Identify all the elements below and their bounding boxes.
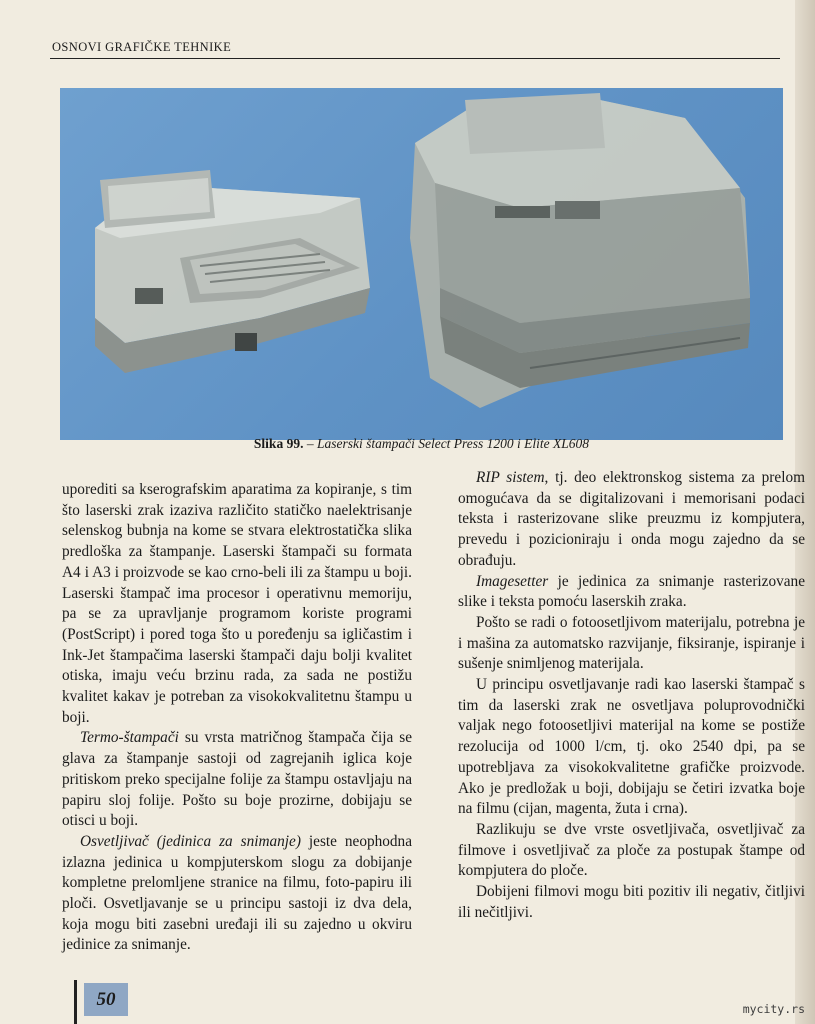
paragraph (458, 882, 805, 923)
right-text-column (458, 468, 805, 923)
term-italic: Termo-štampači (80, 729, 179, 747)
header-rule (50, 58, 780, 59)
term-italic: RIP sistem (476, 469, 545, 486)
paragraph-text: U principu osvetljavanje radi kao laserski štampač s tim da laserski zrak ne osvetljava poluprovodnički valjak nego fotoosetljivi materijal na kome se postiže rezolucija od 1000 l/cm, tj. oko 2540 dpi, pa se upotrebljava za visokokvalitetne grafičke proizvode. Ako je predložak u boji, dobijaju se četiri izvatka boje na filmu (cijan, magenta, žuta i crna). (458, 676, 805, 818)
left-text-column (62, 480, 412, 956)
paragraph-text: , tj. deo elektronskog sistema za prelom omogućava da se digitalizovani i memorisani podaci teksta i rasterizovane slike preuzmu iz kompjutera, prevedu i pozicioniraju i onda mogu zajedno da se obrađuju. (458, 469, 805, 569)
paragraph (62, 832, 412, 956)
paragraph-text: jeste neophodna izlazna jedinica u kompjuterskom slogu za dobijanje kompletne prelomljene stranice na filmu, foto-papiru ili ploči. Osvetljavanje se u principu sastoji iz dva dela, koja mogu biti zasebni uređaji ili su zajedno u okviru jedinice za snimanje. (62, 832, 412, 954)
paragraph (62, 728, 412, 832)
paragraph (458, 572, 805, 613)
page-number: 50 (84, 983, 128, 1016)
page-number-rule (74, 980, 77, 1024)
paragraph-text: Razlikuju se dve vrste osvetljivača, osvetljivač za filmove i osvetljivač za ploče za postupak štampe od kompjutera do ploče. (458, 820, 805, 880)
watermark: mycity.rs (742, 1002, 805, 1016)
paragraph (458, 675, 805, 820)
figure-photo (60, 88, 783, 440)
printers-illustration (60, 88, 783, 440)
left-printer (95, 170, 370, 373)
paragraph-text: uporediti sa kserografskim aparatima za kopiranje, s tim što laserski zrak izaziva različito statičko naelektrisanje selenskog bubnja na kome se stvara elektrostatička slika predloška za štampanje. Laserski štampači su formata A4 i A3 i proizvode se kao crno-beli ili za štampu u boji. Laserski štampač ima procesor i operativnu memoriju, pa se za upravljanje programom koriste programi (PostScript) i pored toga što u poređenju sa igličastim i Ink-Jet štampačima laserski štampači daju bolji kvalitet otiska, imaju veću brzinu rada, za sada ne postižu kvalitet kakav je potreban za visokokvalitetnu štampu u boji. (62, 481, 412, 726)
paragraph (458, 468, 805, 572)
term-italic: Imagesetter (476, 572, 549, 590)
caption-label: Slika 99. (253, 436, 304, 451)
paragraph-text: Pošto se radi o fotoosetljivom materijalu, potrebna je i mašina za automatsko razvijanje, fiksiranje, ispiranje i sušenje snimljenog materijala. (458, 613, 805, 673)
right-printer (410, 93, 750, 408)
caption-text: – Laserski štampači Select Press 1200 i Elite XL608 (303, 436, 590, 451)
paragraph (458, 613, 805, 675)
paragraph-text: su vrsta matričnog štampača čija se glava za štampanje sastoji od zagrejanih iglica koje pritiskom preko specijalne folije za štampu ostavljaju na papiru sloj folije. Pošto su boje prozirne, dobijaju se otisci u boji. (62, 729, 412, 830)
paragraph (62, 480, 412, 728)
paragraph (458, 820, 805, 882)
running-head: OSNOVI GRAFIČKE TEHNIKE (52, 40, 232, 54)
paragraph-text: Dobijeni filmovi mogu biti pozitiv ili negativ, čitljivi ili nečitljivi. (458, 883, 805, 921)
term-italic: Osvetljivač (jedinica za snimanje) (80, 832, 301, 850)
paragraph-text: je jedinica za snimanje rasterizovane slike i teksta pomoću laserskih zraka. (458, 572, 805, 611)
figure-caption (60, 436, 783, 452)
